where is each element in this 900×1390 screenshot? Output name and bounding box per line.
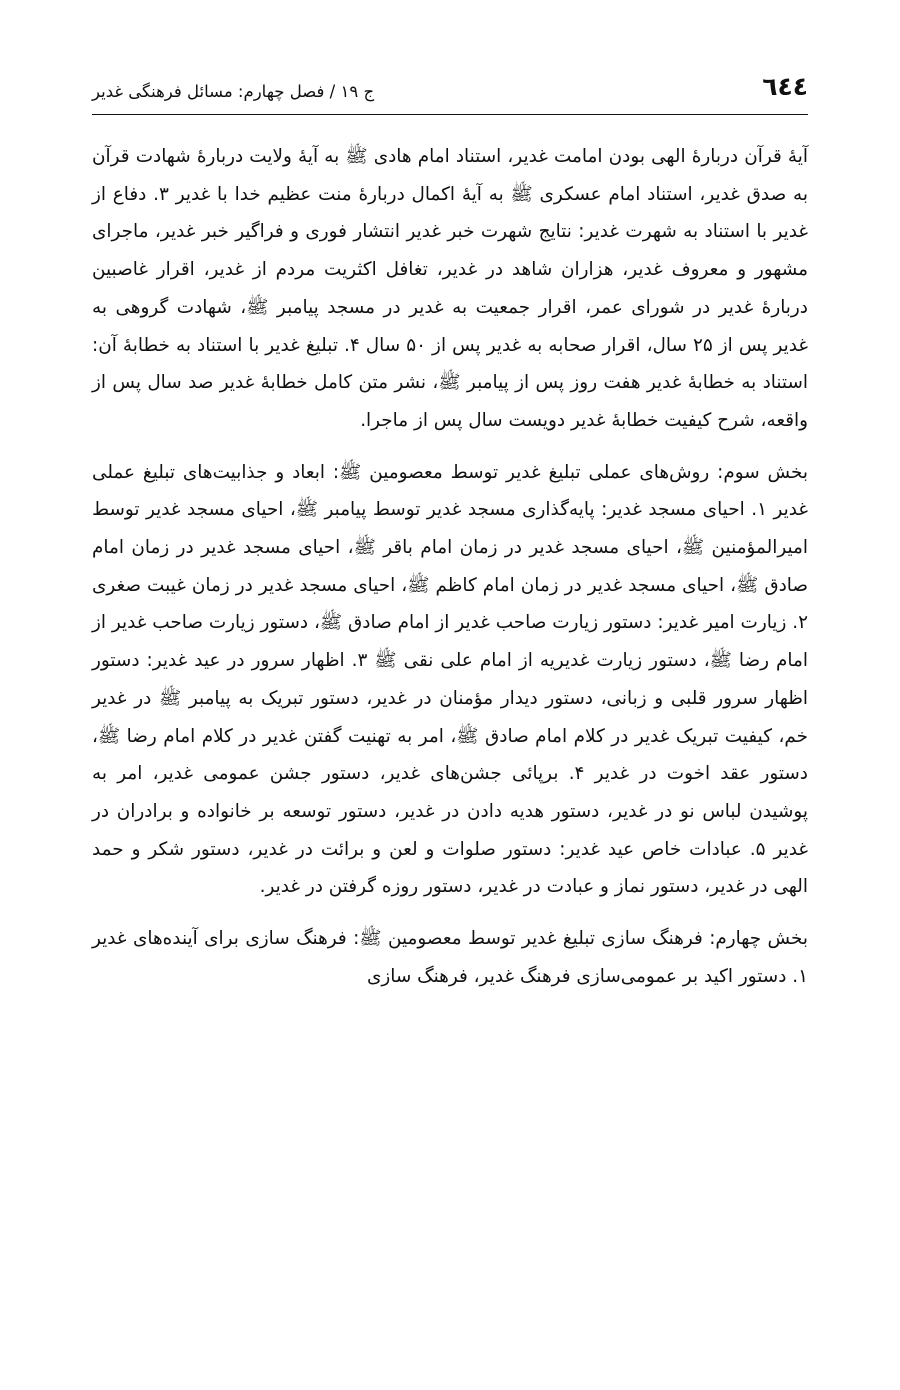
running-header xyxy=(92,68,808,115)
body-text xyxy=(92,138,808,995)
paragraph-3: بخش چهارم: فرهنگ سازی تبلیغ غدیر توسط معصومین ﷺ: فرهنگ سازی برای آینده‌های غدیر ۱. دستور اکید بر عمومی‌سازی فرهنگ غدیر، فرهنگ سازی xyxy=(92,928,808,987)
paragraph-2: بخش سوم: روش‌های عملی تبلیغ غدیر توسط معصومین ﷺ: ابعاد و جذابیت‌های تبلیغ عملی غدیر ۱. احیای مسجد غدیر: پایه‌گذاری مسجد غدیر توسط پیامبر ﷺ، احیای مسجد غدیر توسط امیرالمؤمنین ﷺ، احیای مسجد غدیر در زمان امام باقر ﷺ، احیای مسجد غدیر در زمان امام صادق ﷺ، احیای مسجد غدیر در زمان امام کاظم ﷺ، احیای مسجد غدیر در زمان غیبت صغری ۲. زیارت امیر غدیر: دستور زیارت صاحب غدیر از امام صادق ﷺ، دستور زیارت صاحب غدیر از امام رضا ﷺ، دستور زیارت غدیریه از امام علی نقی ﷺ ۳. اظهار سرور در عید غدیر: دستور اظهار سرور قلبی و زبانی، دستور دیدار مؤمنان در غدیر، دستور تبریک به پیامبر ﷺ در غدیر خم، کیفیت تبریک غدیر در کلام امام صادق ﷺ، امر به تهنیت گفتن غدیر در کلام امام رضا ﷺ، دستور عقد اخوت در غدیر ۴. برپائی جشن‌های غدیر، دستور جشن عمومی غدیر، امر به پوشیدن لباس نو در غدیر، دستور هدیه دادن در غدیر، دستور توسعه بر خانواده و برادران در غدیر ۵. عبادات خاص عید غدیر: دستور صلوات و لعن و برائت در غدیر، دستور شکر و حمد الهی در غدیر، دستور نماز و عبادت در غدیر، دستور روزه گرفتن در غدیر. xyxy=(92,461,809,898)
chapter-title: ج ١٩ / فصل چهارم: مسائل فرهنگی غدیر xyxy=(92,82,375,101)
book-page xyxy=(92,0,808,1390)
paragraph-1: آیهٔ قرآن دربارهٔ الهی بودن امامت غدیر، استناد امام هادی ﷺ به آیهٔ ولایت دربارهٔ شهادت قرآن به صدق غدیر، استناد امام عسکری ﷺ به آیهٔ اکمال دربارهٔ منت عظیم خدا با غدیر ۳. دفاع از غدیر با استناد به شهرت غدیر: نتایج شهرت خبر غدیر انتشار فوری و فراگیر خبر غدیر، ماجرای مشهور و معروف غدیر، هزاران شاهد در غدیر، تغافل اکثریت مردم از غدیر، اقرار غاصبین دربارهٔ غدیر در شورای عمر، اقرار جمعیت به غدیر در مسجد پیامبر ﷺ، شهادت گروهی به غدیر پس از ۲۵ سال، اقرار صحابه به غدیر پس از ۵۰ سال ۴. تبلیغ غدیر با استناد به خطابهٔ آن: استناد به خطابهٔ غدیر هفت روز پس از پیامبر ﷺ، نشر متن کامل خطابهٔ غدیر صد سال پس از واقعه، شرح کیفیت خطابهٔ غدیر دویست سال پس از ماجرا. xyxy=(92,146,808,431)
page-number: ٦٤٤ xyxy=(762,72,808,101)
